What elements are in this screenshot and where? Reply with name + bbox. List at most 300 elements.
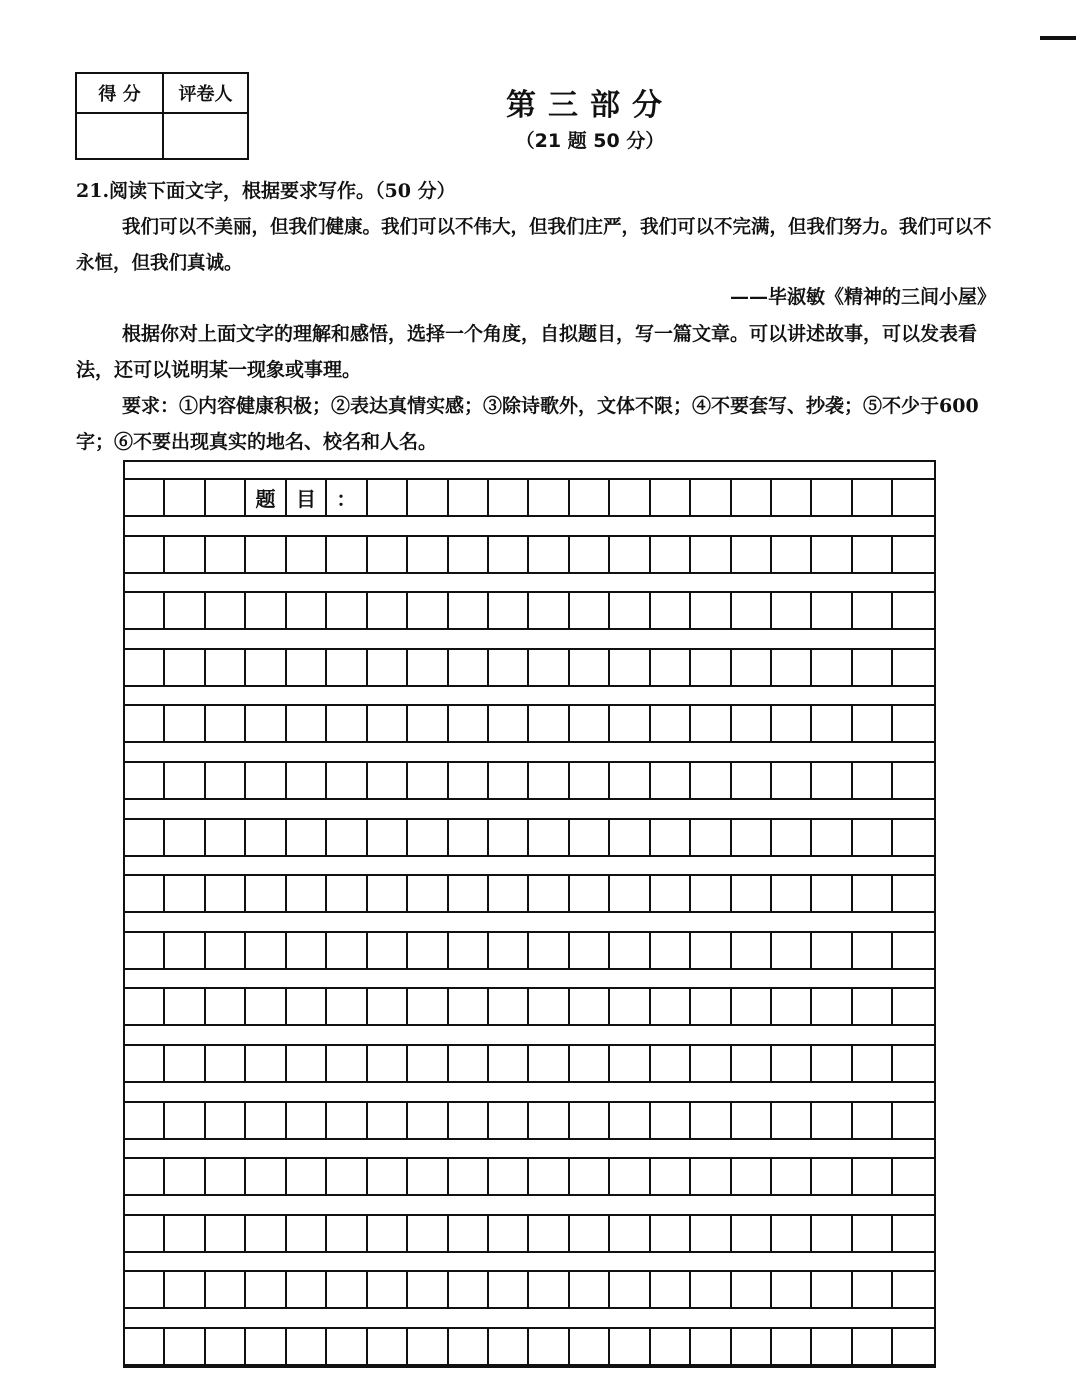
grid-title-cell[interactable]: 题 <box>246 480 286 515</box>
grid-cell[interactable] <box>287 1216 327 1251</box>
grid-cell[interactable] <box>691 989 731 1024</box>
grid-cell[interactable] <box>206 989 246 1024</box>
grid-cell[interactable] <box>327 820 367 855</box>
grid-cell[interactable] <box>570 1329 610 1364</box>
grid-cell[interactable] <box>610 1272 650 1307</box>
grid-cell[interactable] <box>408 1046 448 1081</box>
grid-cell[interactable] <box>732 1046 772 1081</box>
grid-cell[interactable] <box>529 1216 569 1251</box>
grid-cell[interactable] <box>529 933 569 968</box>
grid-cell[interactable] <box>772 1103 812 1138</box>
grid-cell[interactable] <box>651 1103 691 1138</box>
grid-title-cell[interactable]: 目 <box>287 480 327 515</box>
grid-cell[interactable] <box>408 650 448 685</box>
grid-cell[interactable] <box>489 876 529 911</box>
grid-cell[interactable] <box>529 537 569 572</box>
score-cell[interactable] <box>76 113 163 159</box>
grid-cell[interactable] <box>651 763 691 798</box>
grid-cell[interactable] <box>772 537 812 572</box>
grid-cell[interactable] <box>368 593 408 628</box>
grid-cell[interactable] <box>732 1216 772 1251</box>
grid-cell[interactable] <box>570 706 610 741</box>
grid-cell[interactable] <box>206 706 246 741</box>
grid-cell[interactable] <box>368 1329 408 1364</box>
grid-cell[interactable] <box>368 706 408 741</box>
grid-cell[interactable] <box>246 1103 286 1138</box>
grid-cell[interactable] <box>449 537 489 572</box>
grid-cell[interactable] <box>125 706 165 741</box>
grid-cell[interactable] <box>489 989 529 1024</box>
grid-cell[interactable] <box>570 537 610 572</box>
grid-cell[interactable] <box>287 706 327 741</box>
grid-cell[interactable] <box>651 989 691 1024</box>
grid-cell[interactable] <box>206 1159 246 1194</box>
grid-cell[interactable] <box>610 1216 650 1251</box>
grid-cell[interactable] <box>165 593 205 628</box>
grid-cell[interactable] <box>772 1046 812 1081</box>
grid-cell[interactable] <box>529 593 569 628</box>
grid-cell[interactable] <box>570 1272 610 1307</box>
grid-cell[interactable] <box>165 1216 205 1251</box>
grid-cell[interactable] <box>610 480 650 515</box>
grid-cell[interactable] <box>853 480 893 515</box>
grid-cell[interactable] <box>246 1046 286 1081</box>
grid-cell[interactable] <box>651 537 691 572</box>
grid-cell[interactable] <box>125 876 165 911</box>
grid-cell[interactable] <box>651 876 691 911</box>
grid-cell[interactable] <box>610 650 650 685</box>
grid-cell[interactable] <box>125 1046 165 1081</box>
grid-cell[interactable] <box>812 1329 852 1364</box>
grid-cell[interactable] <box>772 933 812 968</box>
grid-cell[interactable] <box>651 820 691 855</box>
grid-cell[interactable] <box>449 1103 489 1138</box>
grid-cell[interactable] <box>772 763 812 798</box>
grid-cell[interactable] <box>408 876 448 911</box>
grid-cell[interactable] <box>812 1046 852 1081</box>
grid-cell[interactable] <box>287 1046 327 1081</box>
grid-cell[interactable] <box>691 593 731 628</box>
grid-cell[interactable] <box>165 1329 205 1364</box>
grid-cell[interactable] <box>489 537 529 572</box>
grid-cell[interactable] <box>529 706 569 741</box>
grid-cell[interactable] <box>893 1329 933 1364</box>
grid-cell[interactable] <box>610 537 650 572</box>
grid-cell[interactable] <box>246 1159 286 1194</box>
grid-cell[interactable] <box>449 706 489 741</box>
grid-cell[interactable] <box>327 1329 367 1364</box>
grid-cell[interactable] <box>893 650 933 685</box>
grid-cell[interactable] <box>206 650 246 685</box>
grid-cell[interactable] <box>893 480 933 515</box>
grid-cell[interactable] <box>489 763 529 798</box>
grid-cell[interactable] <box>287 933 327 968</box>
grid-cell[interactable] <box>408 1159 448 1194</box>
grid-cell[interactable] <box>327 1159 367 1194</box>
grid-cell[interactable] <box>732 480 772 515</box>
grid-cell[interactable] <box>570 933 610 968</box>
grid-cell[interactable] <box>125 1272 165 1307</box>
grid-cell[interactable] <box>287 763 327 798</box>
grid-cell[interactable] <box>853 537 893 572</box>
grid-cell[interactable] <box>732 1103 772 1138</box>
grid-cell[interactable] <box>610 933 650 968</box>
grid-cell[interactable] <box>206 593 246 628</box>
grid-cell[interactable] <box>610 989 650 1024</box>
grid-cell[interactable] <box>651 933 691 968</box>
grid-cell[interactable] <box>327 537 367 572</box>
grid-cell[interactable] <box>206 1272 246 1307</box>
grid-cell[interactable] <box>246 1272 286 1307</box>
grid-cell[interactable] <box>529 989 569 1024</box>
grid-cell[interactable] <box>287 1103 327 1138</box>
grid-cell[interactable] <box>368 820 408 855</box>
grid-cell[interactable] <box>408 1329 448 1364</box>
grid-cell[interactable] <box>449 650 489 685</box>
grid-cell[interactable] <box>732 537 772 572</box>
grid-cell[interactable] <box>449 593 489 628</box>
grid-cell[interactable] <box>651 1329 691 1364</box>
grid-cell[interactable] <box>449 1216 489 1251</box>
grid-cell[interactable] <box>165 1272 205 1307</box>
grid-cell[interactable] <box>327 706 367 741</box>
grid-cell[interactable] <box>368 1159 408 1194</box>
grid-cell[interactable] <box>489 1329 529 1364</box>
grid-cell[interactable] <box>449 933 489 968</box>
grid-cell[interactable] <box>125 1159 165 1194</box>
grid-cell[interactable] <box>489 1046 529 1081</box>
grid-cell[interactable] <box>853 593 893 628</box>
grid-cell[interactable] <box>893 989 933 1024</box>
grid-cell[interactable] <box>327 1103 367 1138</box>
grid-cell[interactable] <box>206 480 246 515</box>
grid-cell[interactable] <box>408 1216 448 1251</box>
grid-cell[interactable] <box>449 1046 489 1081</box>
grid-cell[interactable] <box>489 1103 529 1138</box>
grid-cell[interactable] <box>610 876 650 911</box>
grid-cell[interactable] <box>610 1103 650 1138</box>
grid-cell[interactable] <box>812 876 852 911</box>
grid-cell[interactable] <box>125 593 165 628</box>
grid-cell[interactable] <box>610 593 650 628</box>
grid-cell[interactable] <box>812 763 852 798</box>
grid-cell[interactable] <box>812 989 852 1024</box>
grid-cell[interactable] <box>206 1103 246 1138</box>
grid-cell[interactable] <box>732 876 772 911</box>
grid-cell[interactable] <box>368 989 408 1024</box>
grid-cell[interactable] <box>489 1159 529 1194</box>
grid-cell[interactable] <box>691 1216 731 1251</box>
grid-cell[interactable] <box>206 763 246 798</box>
grid-cell[interactable] <box>408 820 448 855</box>
grid-cell[interactable] <box>489 650 529 685</box>
grid-cell[interactable] <box>651 1159 691 1194</box>
grid-cell[interactable] <box>165 1046 205 1081</box>
grid-cell[interactable] <box>853 1103 893 1138</box>
grid-cell[interactable] <box>732 1329 772 1364</box>
grid-cell[interactable] <box>246 763 286 798</box>
grid-cell[interactable] <box>165 706 205 741</box>
grid-cell[interactable] <box>893 1046 933 1081</box>
grid-cell[interactable] <box>368 1046 408 1081</box>
grid-cell[interactable] <box>246 1329 286 1364</box>
grid-cell[interactable] <box>529 480 569 515</box>
grid-cell[interactable] <box>529 1272 569 1307</box>
grid-cell[interactable] <box>165 876 205 911</box>
writing-grid[interactable] <box>123 460 936 1368</box>
grid-cell[interactable] <box>408 537 448 572</box>
grid-cell[interactable] <box>408 1103 448 1138</box>
grid-cell[interactable] <box>691 933 731 968</box>
grid-cell[interactable] <box>853 876 893 911</box>
grid-cell[interactable] <box>368 1103 408 1138</box>
grid-cell[interactable] <box>570 650 610 685</box>
grid-cell[interactable] <box>853 706 893 741</box>
grid-cell[interactable] <box>287 989 327 1024</box>
grid-cell[interactable] <box>772 820 812 855</box>
grid-cell[interactable] <box>246 593 286 628</box>
grid-cell[interactable] <box>368 1216 408 1251</box>
grid-cell[interactable] <box>853 1329 893 1364</box>
grid-cell[interactable] <box>125 480 165 515</box>
grid-cell[interactable] <box>732 1272 772 1307</box>
grid-cell[interactable] <box>691 537 731 572</box>
grid-cell[interactable] <box>206 820 246 855</box>
grid-cell[interactable] <box>489 933 529 968</box>
grid-cell[interactable] <box>610 820 650 855</box>
grid-cell[interactable] <box>570 1159 610 1194</box>
grid-cell[interactable] <box>853 763 893 798</box>
grid-cell[interactable] <box>772 1216 812 1251</box>
grid-cell[interactable] <box>327 650 367 685</box>
grid-cell[interactable] <box>651 480 691 515</box>
grid-cell[interactable] <box>327 876 367 911</box>
grid-cell[interactable] <box>812 537 852 572</box>
grid-cell[interactable] <box>327 933 367 968</box>
grid-cell[interactable] <box>651 1216 691 1251</box>
grid-cell[interactable] <box>570 989 610 1024</box>
grid-cell[interactable] <box>691 820 731 855</box>
grid-cell[interactable] <box>287 537 327 572</box>
grid-cell[interactable] <box>246 706 286 741</box>
grid-cell[interactable] <box>125 763 165 798</box>
grid-cell[interactable] <box>772 706 812 741</box>
grid-cell[interactable] <box>732 1159 772 1194</box>
grid-cell[interactable] <box>368 650 408 685</box>
grid-cell[interactable] <box>610 1046 650 1081</box>
grid-cell[interactable] <box>125 1329 165 1364</box>
grid-cell[interactable] <box>368 763 408 798</box>
grid-cell[interactable] <box>732 933 772 968</box>
grid-cell[interactable] <box>165 650 205 685</box>
grid-cell[interactable] <box>408 1272 448 1307</box>
grid-cell[interactable] <box>570 1216 610 1251</box>
grid-cell[interactable] <box>772 1159 812 1194</box>
grid-cell[interactable] <box>812 1272 852 1307</box>
grid-cell[interactable] <box>732 820 772 855</box>
grid-cell[interactable] <box>853 820 893 855</box>
grid-cell[interactable] <box>570 763 610 798</box>
grid-cell[interactable] <box>691 1329 731 1364</box>
grid-cell[interactable] <box>125 933 165 968</box>
grid-cell[interactable] <box>651 650 691 685</box>
grid-cell[interactable] <box>812 1103 852 1138</box>
grid-cell[interactable] <box>529 763 569 798</box>
grid-cell[interactable] <box>368 537 408 572</box>
grid-cell[interactable] <box>610 1329 650 1364</box>
grid-cell[interactable] <box>489 706 529 741</box>
grid-cell[interactable] <box>853 1216 893 1251</box>
grid-cell[interactable] <box>772 593 812 628</box>
grid-cell[interactable] <box>893 593 933 628</box>
grid-title-cell[interactable]: ： <box>327 480 367 515</box>
grid-cell[interactable] <box>125 1216 165 1251</box>
grid-cell[interactable] <box>732 650 772 685</box>
grid-cell[interactable] <box>287 876 327 911</box>
grid-cell[interactable] <box>327 1046 367 1081</box>
grid-cell[interactable] <box>489 593 529 628</box>
grid-cell[interactable] <box>287 1159 327 1194</box>
grid-cell[interactable] <box>206 537 246 572</box>
grid-cell[interactable] <box>691 706 731 741</box>
grid-cell[interactable] <box>570 480 610 515</box>
grid-cell[interactable] <box>691 876 731 911</box>
grid-cell[interactable] <box>812 1159 852 1194</box>
grid-cell[interactable] <box>529 1046 569 1081</box>
grid-cell[interactable] <box>812 820 852 855</box>
grid-cell[interactable] <box>165 1103 205 1138</box>
grid-cell[interactable] <box>812 480 852 515</box>
grid-cell[interactable] <box>408 706 448 741</box>
grid-cell[interactable] <box>327 989 367 1024</box>
grid-cell[interactable] <box>287 593 327 628</box>
grid-cell[interactable] <box>368 876 408 911</box>
grid-cell[interactable] <box>246 989 286 1024</box>
grid-cell[interactable] <box>529 1103 569 1138</box>
grid-cell[interactable] <box>246 537 286 572</box>
grid-cell[interactable] <box>287 1329 327 1364</box>
grid-cell[interactable] <box>449 876 489 911</box>
grid-cell[interactable] <box>165 989 205 1024</box>
grid-cell[interactable] <box>125 989 165 1024</box>
grid-cell[interactable] <box>408 763 448 798</box>
grid-cell[interactable] <box>570 1046 610 1081</box>
grid-cell[interactable] <box>570 593 610 628</box>
grid-cell[interactable] <box>691 763 731 798</box>
grid-cell[interactable] <box>812 706 852 741</box>
grid-cell[interactable] <box>489 480 529 515</box>
grid-cell[interactable] <box>327 1272 367 1307</box>
grid-cell[interactable] <box>368 1272 408 1307</box>
grid-cell[interactable] <box>893 1103 933 1138</box>
grid-cell[interactable] <box>529 1159 569 1194</box>
grid-cell[interactable] <box>691 1103 731 1138</box>
grid-cell[interactable] <box>893 1216 933 1251</box>
grid-cell[interactable] <box>206 1046 246 1081</box>
grid-cell[interactable] <box>610 706 650 741</box>
grid-cell[interactable] <box>408 933 448 968</box>
grid-cell[interactable] <box>246 933 286 968</box>
grid-cell[interactable] <box>408 989 448 1024</box>
grid-cell[interactable] <box>853 933 893 968</box>
grid-cell[interactable] <box>772 876 812 911</box>
grid-cell[interactable] <box>125 650 165 685</box>
grid-cell[interactable] <box>206 1329 246 1364</box>
grid-cell[interactable] <box>651 1046 691 1081</box>
grid-cell[interactable] <box>893 1159 933 1194</box>
grid-cell[interactable] <box>893 876 933 911</box>
grid-cell[interactable] <box>853 1046 893 1081</box>
grid-cell[interactable] <box>165 1159 205 1194</box>
grid-cell[interactable] <box>368 933 408 968</box>
grid-cell[interactable] <box>732 706 772 741</box>
grid-cell[interactable] <box>691 1272 731 1307</box>
grid-cell[interactable] <box>893 1272 933 1307</box>
grid-cell[interactable] <box>570 876 610 911</box>
grid-cell[interactable] <box>853 1272 893 1307</box>
grid-cell[interactable] <box>893 537 933 572</box>
grid-cell[interactable] <box>165 820 205 855</box>
grader-cell[interactable] <box>163 113 248 159</box>
grid-cell[interactable] <box>732 989 772 1024</box>
grid-cell[interactable] <box>125 1103 165 1138</box>
grid-cell[interactable] <box>529 820 569 855</box>
grid-cell[interactable] <box>610 1159 650 1194</box>
grid-cell[interactable] <box>327 763 367 798</box>
grid-cell[interactable] <box>732 763 772 798</box>
grid-cell[interactable] <box>165 537 205 572</box>
grid-cell[interactable] <box>449 989 489 1024</box>
grid-cell[interactable] <box>893 706 933 741</box>
grid-cell[interactable] <box>246 820 286 855</box>
grid-cell[interactable] <box>449 1159 489 1194</box>
grid-cell[interactable] <box>327 593 367 628</box>
grid-cell[interactable] <box>529 876 569 911</box>
grid-cell[interactable] <box>570 820 610 855</box>
grid-cell[interactable] <box>772 480 812 515</box>
grid-cell[interactable] <box>287 1272 327 1307</box>
grid-cell[interactable] <box>893 933 933 968</box>
grid-cell[interactable] <box>853 650 893 685</box>
grid-cell[interactable] <box>893 763 933 798</box>
grid-cell[interactable] <box>691 1046 731 1081</box>
grid-cell[interactable] <box>529 1329 569 1364</box>
grid-cell[interactable] <box>489 1216 529 1251</box>
grid-cell[interactable] <box>449 480 489 515</box>
grid-cell[interactable] <box>206 1216 246 1251</box>
grid-cell[interactable] <box>651 1272 691 1307</box>
grid-cell[interactable] <box>449 1329 489 1364</box>
grid-cell[interactable] <box>206 933 246 968</box>
grid-cell[interactable] <box>529 650 569 685</box>
grid-cell[interactable] <box>125 537 165 572</box>
grid-cell[interactable] <box>651 593 691 628</box>
grid-cell[interactable] <box>408 593 448 628</box>
grid-cell[interactable] <box>853 989 893 1024</box>
grid-cell[interactable] <box>691 480 731 515</box>
grid-cell[interactable] <box>812 650 852 685</box>
grid-cell[interactable] <box>287 820 327 855</box>
grid-cell[interactable] <box>610 763 650 798</box>
grid-cell[interactable] <box>691 650 731 685</box>
grid-cell[interactable] <box>651 706 691 741</box>
grid-cell[interactable] <box>206 876 246 911</box>
grid-cell[interactable] <box>165 933 205 968</box>
grid-cell[interactable] <box>165 480 205 515</box>
grid-cell[interactable] <box>246 650 286 685</box>
grid-cell[interactable] <box>772 650 812 685</box>
grid-cell[interactable] <box>570 1103 610 1138</box>
